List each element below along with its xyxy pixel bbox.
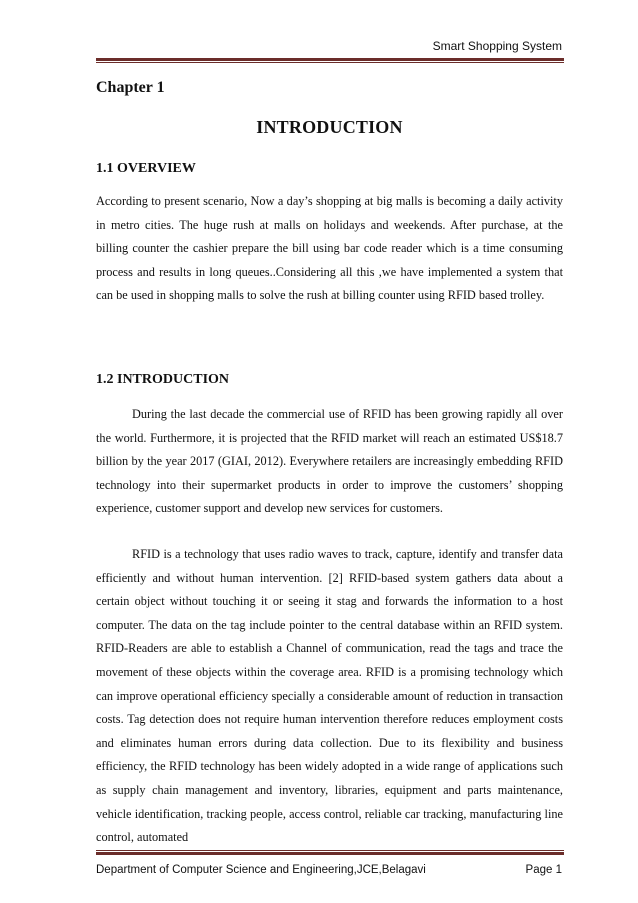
header-rule — [96, 58, 564, 61]
running-header: Smart Shopping System — [432, 39, 562, 53]
footer-rule-thin — [96, 850, 564, 851]
header-rule-thin — [96, 62, 564, 63]
chapter-label: Chapter 1 — [96, 79, 165, 96]
footer-rule — [96, 852, 564, 855]
section-heading-overview: 1.1 OVERVIEW — [96, 161, 196, 176]
paragraph-rfid-market: During the last decade the commercial use of RFID has been growing rapidly all over the world. Furthermore, it is projected that the RFID market will reach an estimated US$18.7 billion by the year 2017 (GIAI, 2012). Everywhere retailers are increasingly embedding RFID technology into their supermarket products in order to improve the customers’ shopping experience, customer support and develop new services for customers. — [96, 407, 563, 516]
chapter-title: INTRODUCTION — [256, 117, 403, 137]
section-heading-introduction: 1.2 INTRODUCTION — [96, 372, 230, 387]
paragraph-rfid-technology: RFID is a technology that uses radio waves to track, capture, identify and transfer data efficiently and without human intervention. [2] RFID-based system gathers data about a certain object without touching it or seeing it stag and forwards the information to a host computer. The data on the tag include pointer to the central database within an RFID system. RFID-Readers are able to establish a Channel of communication, read the tags and trace the movement of these objects within the coverage area. RFID is a promising technology which can improve operational efficiency specially a considerable amount of reduction in transaction costs. Tag detection does not require human intervention therefore reduces employment costs and eliminates human errors during data collection. Due to its flexibility and business efficiency, the RFID technology has been widely adopted in a wide range of applications such as supply chain management and inventory, libraries, equipment and parts maintenance, vehicle identification, tracking people, access control, reliable car tracking, manufacturing line control, automated — [96, 547, 563, 845]
footer-department: Department of Computer Science and Engineering,JCE,Belagavi — [96, 864, 426, 876]
paragraph-overview: According to present scenario, Now a day’s shopping at big malls is becoming a daily activity in metro cities. The huge rush at malls on holidays and weekends. After purchase, at the billing counter the cashier prepare the bill using bar code reader which is a time consuming process and results in long queues..Considering all this ,we have implemented a system that can be used in shopping malls to solve the rush at billing counter using RFID based trolley. — [96, 194, 563, 303]
footer-page-number: Page 1 — [525, 864, 562, 876]
